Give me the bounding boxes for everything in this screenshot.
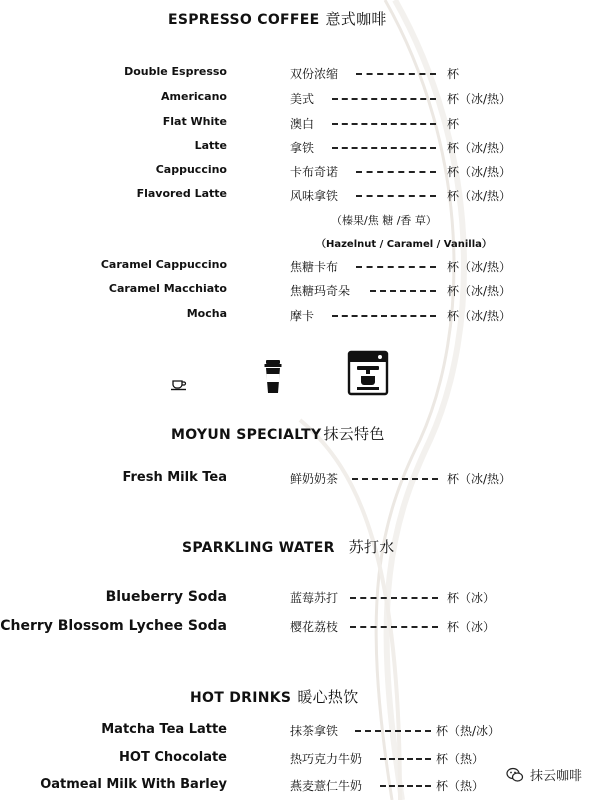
item-cup-size: 杯（热/冰） [436, 724, 501, 738]
item-cup-size: 杯（冰/热） [447, 472, 512, 486]
item-cup-size: 杯（热） [436, 779, 485, 793]
dotted-leader [370, 290, 436, 292]
menu-item [0, 115, 600, 133]
item-name-cn: 卡布奇诺 [290, 165, 339, 179]
item-cup-size: 杯 [447, 67, 460, 81]
dotted-leader [355, 730, 431, 732]
item-name-cn: 樱花荔枝 [290, 620, 339, 634]
item-cup-size: 杯（冰/热） [447, 92, 512, 106]
item-name-en: Fresh Milk Tea [122, 470, 227, 485]
section-title-en: HOT DRINKS [190, 690, 292, 706]
menu-item [0, 187, 600, 205]
item-cup-size: 杯（冰） [447, 620, 496, 634]
watermark [506, 765, 582, 784]
menu-item [0, 258, 600, 276]
dotted-leader [332, 147, 436, 149]
item-cup-size: 杯（冰/热） [447, 141, 512, 155]
dotted-leader [356, 266, 436, 268]
item-name-en: Caramel Cappuccino [100, 258, 227, 271]
takeaway-cup-icon [263, 360, 283, 394]
menu-item [0, 139, 600, 157]
item-name-cn: 焦糖卡布 [290, 260, 339, 274]
menu-item [0, 163, 600, 181]
item-name-cn: 抹茶拿铁 [290, 724, 339, 738]
item-name-en: Mocha [186, 307, 227, 320]
espresso-machine-icon [347, 350, 389, 396]
flavor-note-en: （Hazelnut / Caramel / Vanilla） [316, 239, 492, 250]
item-name-en: Flavored Latte [136, 187, 227, 200]
item-name-cn: 美式 [290, 92, 315, 106]
dotted-leader [332, 98, 436, 100]
item-cup-size: 杯（冰/热） [447, 284, 512, 298]
item-name-en: Cherry Blossom Lychee Soda [0, 618, 227, 634]
dotted-leader [352, 478, 438, 480]
dotted-leader [350, 597, 438, 599]
section-title-cn: 苏打水 [348, 538, 395, 556]
menu-item [0, 722, 600, 740]
item-name-cn: 鲜奶奶茶 [290, 472, 339, 486]
dotted-leader [332, 123, 436, 125]
item-name-cn: 澳白 [290, 117, 315, 131]
item-name-cn: 双份浓缩 [290, 67, 339, 81]
section-title-cn: 暖心热饮 [297, 688, 359, 706]
dotted-leader [332, 315, 436, 317]
dotted-leader [356, 195, 436, 197]
item-name-en: Americano [161, 90, 227, 103]
menu-item [0, 618, 600, 636]
item-name-cn: 摩卡 [290, 309, 315, 323]
item-cup-size: 杯（热） [436, 752, 485, 766]
dotted-leader [356, 171, 436, 173]
item-name-cn: 燕麦薏仁牛奶 [290, 779, 363, 793]
item-cup-size: 杯（冰） [447, 591, 496, 605]
watermark-label: 抹云咖啡 [529, 769, 582, 784]
dotted-leader [380, 785, 431, 787]
item-name-en: Flat White [162, 115, 227, 128]
item-name-en: Double Espresso [124, 65, 227, 78]
section-title-espresso [168, 8, 387, 29]
menu-item [0, 589, 600, 607]
menu-item [0, 282, 600, 300]
section-title-specialty [171, 423, 385, 444]
item-name-en: Blueberry Soda [105, 589, 227, 605]
menu-item [0, 90, 600, 108]
section-title-cn: 抹云特色 [323, 425, 385, 443]
item-cup-size: 杯 [447, 117, 460, 131]
section-title-en: MOYUN SPECIALTY [171, 427, 322, 443]
menu-item [0, 470, 600, 488]
section-title-en: SPARKLING WATER [182, 540, 335, 556]
item-cup-size: 杯（冰/热） [447, 189, 512, 203]
item-name-en: Matcha Tea Latte [101, 722, 227, 737]
dotted-leader [350, 626, 438, 628]
item-name-cn: 蓝莓苏打 [290, 591, 339, 605]
menu-item [0, 65, 600, 83]
item-name-en: Oatmeal Milk With Barley [40, 777, 227, 792]
item-name-cn: 焦糖玛奇朵 [290, 284, 351, 298]
item-name-en: HOT Chocolate [119, 750, 227, 765]
section-title-sparkling [182, 536, 395, 557]
item-cup-size: 杯（冰/热） [447, 165, 512, 179]
coffee-cup-saucer-icon [170, 378, 188, 392]
item-name-en: Cappuccino [155, 163, 227, 176]
item-name-cn: 风味拿铁 [290, 189, 339, 203]
section-title-en: ESPRESSO COFFEE [168, 12, 320, 28]
wechat-icon [506, 766, 524, 784]
dotted-leader [356, 73, 436, 75]
section-title-cn: 意式咖啡 [325, 10, 387, 28]
dotted-leader [380, 758, 431, 760]
flavor-note-cn: （榛果/焦 糖 /香 草） [331, 214, 437, 227]
item-cup-size: 杯（冰/热） [447, 260, 512, 274]
section-title-hot [190, 686, 359, 707]
item-cup-size: 杯（冰/热） [447, 309, 512, 323]
menu-item [0, 307, 600, 325]
item-name-cn: 拿铁 [290, 141, 315, 155]
item-name-en: Caramel Macchiato [108, 282, 227, 295]
item-name-en: Latte [194, 139, 227, 152]
item-name-cn: 热巧克力牛奶 [290, 752, 363, 766]
